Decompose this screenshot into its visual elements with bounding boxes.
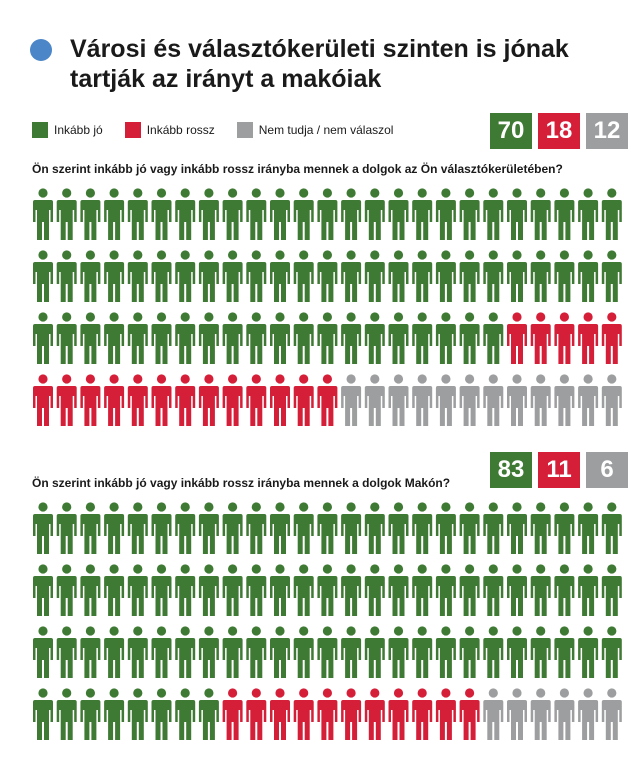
person-icon-good [175, 626, 195, 678]
person-icon-good [507, 188, 527, 240]
person-icon-good [460, 626, 480, 678]
person-icon-good [270, 626, 290, 678]
person-icon-good [33, 502, 53, 554]
person-icon-good [104, 188, 124, 240]
person-icon-bad [270, 374, 290, 426]
person-icon-bad [33, 374, 53, 426]
person-icon-good [531, 188, 551, 240]
person-icon-bad [223, 374, 243, 426]
person-icon-good [199, 688, 219, 740]
person-icon-good [483, 564, 503, 616]
person-icon-good [341, 188, 361, 240]
person-icon-good [483, 188, 503, 240]
person-icon-good [389, 188, 409, 240]
person-icon-good [365, 250, 385, 302]
person-icon-unknown [483, 688, 503, 740]
person-icon-good [341, 502, 361, 554]
chart1-score-unknown: 12 [586, 113, 628, 149]
person-icon-good [199, 250, 219, 302]
person-icon-good [317, 188, 337, 240]
person-icon-good [33, 312, 53, 364]
person-icon-good [483, 312, 503, 364]
person-icon-good [507, 626, 527, 678]
person-icon-good [436, 312, 456, 364]
person-icon-good [389, 502, 409, 554]
person-icon-good [483, 502, 503, 554]
person-icon-good [128, 250, 148, 302]
person-icon-good [152, 250, 172, 302]
person-icon-good [152, 626, 172, 678]
person-icon-good [460, 502, 480, 554]
person-icon-good [246, 502, 266, 554]
person-icon-good [128, 626, 148, 678]
person-icon-good [104, 688, 124, 740]
person-icon-good [365, 312, 385, 364]
person-icon-good [578, 626, 598, 678]
person-icon-bad [365, 688, 385, 740]
person-icon-good [57, 502, 77, 554]
person-icon-bad [294, 688, 314, 740]
person-icon-good [602, 188, 622, 240]
chart2-pictogram [32, 502, 628, 752]
title-bullet-icon [30, 39, 52, 61]
person-icon-good [80, 626, 100, 678]
person-icon-unknown [602, 374, 622, 426]
person-icon-good [436, 250, 456, 302]
person-icon-good [554, 502, 574, 554]
person-icon-good [152, 502, 172, 554]
person-icon-good [57, 564, 77, 616]
person-icon-good [412, 312, 432, 364]
person-icon-good [175, 250, 195, 302]
person-icon-good [412, 626, 432, 678]
person-icon-unknown [460, 374, 480, 426]
person-icon-good [57, 626, 77, 678]
chart-title: Városi és választókerületi szinten is jónak tartják az irányt a makóiak [70, 35, 569, 93]
chart2-score-good: 83 [490, 452, 532, 488]
person-icon-unknown [531, 374, 551, 426]
person-icon-unknown [554, 374, 574, 426]
person-icon-good [294, 502, 314, 554]
person-icon-good [554, 626, 574, 678]
person-icon-bad [80, 374, 100, 426]
person-icon-good [175, 502, 195, 554]
person-icon-good [152, 688, 172, 740]
chart1-score-good: 70 [490, 113, 532, 149]
legend-item-good [32, 122, 103, 138]
person-icon-good [223, 250, 243, 302]
person-icon-good [317, 502, 337, 554]
person-icon-good [80, 502, 100, 554]
person-icon-good [602, 626, 622, 678]
person-icon-good [412, 250, 432, 302]
person-icon-good [270, 502, 290, 554]
person-icon-good [365, 564, 385, 616]
person-icon-good [199, 626, 219, 678]
person-icon-good [531, 626, 551, 678]
person-icon-bad [531, 312, 551, 364]
person-icon-good [578, 250, 598, 302]
person-icon-good [175, 312, 195, 364]
person-icon-unknown [531, 688, 551, 740]
person-icon-good [531, 250, 551, 302]
person-icon-bad [175, 374, 195, 426]
person-icon-good [294, 188, 314, 240]
person-icon-unknown [341, 374, 361, 426]
person-icon-unknown [578, 688, 598, 740]
person-icon-good [175, 688, 195, 740]
person-icon-good [317, 312, 337, 364]
person-icon-good [33, 250, 53, 302]
person-icon-bad [389, 688, 409, 740]
person-icon-good [294, 250, 314, 302]
person-icon-good [294, 626, 314, 678]
person-icon-good [412, 564, 432, 616]
person-icon-good [223, 188, 243, 240]
person-icon-good [460, 188, 480, 240]
person-icon-good [554, 188, 574, 240]
legend-item-unknown [237, 122, 394, 138]
person-icon-good [507, 250, 527, 302]
person-icon-good [365, 502, 385, 554]
person-icon-good [578, 188, 598, 240]
person-icon-bad [152, 374, 172, 426]
person-icon-good [246, 188, 266, 240]
person-icon-bad [412, 688, 432, 740]
person-icon-good [341, 250, 361, 302]
person-icon-good [270, 250, 290, 302]
person-icon-good [199, 312, 219, 364]
person-icon-bad [223, 688, 243, 740]
chart2-question: Ön szerint inkább jó vagy inkább rossz irányba mennek a dolgok Makón? [32, 476, 451, 490]
person-icon-good [223, 312, 243, 364]
person-icon-good [80, 312, 100, 364]
person-icon-good [460, 250, 480, 302]
person-icon-bad [436, 688, 456, 740]
person-icon-good [294, 564, 314, 616]
person-icon-bad [507, 312, 527, 364]
chart2-score-bad: 11 [538, 452, 580, 488]
person-icon-good [317, 564, 337, 616]
person-icon-good [602, 502, 622, 554]
chart2-score-unknown: 6 [586, 452, 628, 488]
person-icon-good [104, 250, 124, 302]
person-icon-good [436, 626, 456, 678]
chart1-pictogram [32, 188, 628, 438]
person-icon-good [128, 502, 148, 554]
person-icon-bad [270, 688, 290, 740]
person-icon-good [294, 312, 314, 364]
legend-swatch-bad [125, 122, 141, 138]
person-icon-good [128, 312, 148, 364]
person-icon-good [104, 502, 124, 554]
person-icon-unknown [602, 688, 622, 740]
person-icon-good [80, 250, 100, 302]
person-icon-good [602, 564, 622, 616]
person-icon-unknown [412, 374, 432, 426]
person-icon-good [578, 502, 598, 554]
person-icon-good [175, 564, 195, 616]
person-icon-good [57, 188, 77, 240]
person-icon-good [246, 312, 266, 364]
person-icon-good [412, 188, 432, 240]
person-icon-good [602, 250, 622, 302]
person-icon-good [128, 188, 148, 240]
person-icon-good [57, 312, 77, 364]
person-icon-good [270, 188, 290, 240]
chart1-score-bad: 18 [538, 113, 580, 149]
person-icon-bad [602, 312, 622, 364]
person-icon-unknown [365, 374, 385, 426]
person-icon-good [317, 626, 337, 678]
legend-label-bad: Inkább rossz [146, 123, 215, 137]
person-icon-good [246, 626, 266, 678]
person-icon-unknown [507, 374, 527, 426]
person-icon-good [389, 564, 409, 616]
person-icon-good [152, 188, 172, 240]
person-icon-good [199, 502, 219, 554]
person-icon-good [389, 626, 409, 678]
person-icon-good [152, 564, 172, 616]
person-icon-good [436, 564, 456, 616]
person-icon-bad [294, 374, 314, 426]
person-icon-unknown [578, 374, 598, 426]
person-icon-unknown [507, 688, 527, 740]
person-icon-bad [554, 312, 574, 364]
person-icon-good [152, 312, 172, 364]
person-icon-good [223, 626, 243, 678]
person-icon-good [389, 312, 409, 364]
person-icon-good [341, 312, 361, 364]
person-icon-good [223, 564, 243, 616]
person-icon-good [531, 502, 551, 554]
person-icon-good [460, 312, 480, 364]
person-icon-unknown [483, 374, 503, 426]
person-icon-good [412, 502, 432, 554]
person-icon-good [531, 564, 551, 616]
person-icon-bad [128, 374, 148, 426]
person-icon-bad [199, 374, 219, 426]
person-icon-good [483, 250, 503, 302]
person-icon-good [33, 188, 53, 240]
person-icon-unknown [389, 374, 409, 426]
person-icon-bad [317, 374, 337, 426]
person-icon-good [365, 188, 385, 240]
person-icon-good [365, 626, 385, 678]
person-icon-good [33, 626, 53, 678]
person-icon-good [246, 564, 266, 616]
legend-swatch-good [32, 122, 48, 138]
person-icon-good [128, 688, 148, 740]
person-icon-bad [317, 688, 337, 740]
person-icon-good [33, 564, 53, 616]
person-icon-good [436, 188, 456, 240]
person-icon-good [436, 502, 456, 554]
person-icon-good [554, 564, 574, 616]
person-icon-good [104, 312, 124, 364]
person-icon-good [175, 188, 195, 240]
person-icon-bad [57, 374, 77, 426]
person-icon-good [104, 564, 124, 616]
person-icon-bad [578, 312, 598, 364]
person-icon-good [57, 250, 77, 302]
person-icon-good [389, 250, 409, 302]
person-icon-bad [341, 688, 361, 740]
person-icon-good [554, 250, 574, 302]
person-icon-bad [246, 374, 266, 426]
person-icon-good [199, 564, 219, 616]
person-icon-bad [246, 688, 266, 740]
legend-label-good: Inkább jó [54, 123, 103, 137]
person-icon-good [33, 688, 53, 740]
person-icon-bad [460, 688, 480, 740]
person-icon-good [460, 564, 480, 616]
person-icon-good [246, 250, 266, 302]
person-icon-good [270, 312, 290, 364]
legend-swatch-unknown [237, 122, 253, 138]
person-icon-good [341, 626, 361, 678]
person-icon-good [270, 564, 290, 616]
person-icon-bad [104, 374, 124, 426]
person-icon-unknown [436, 374, 456, 426]
person-icon-good [317, 250, 337, 302]
person-icon-good [341, 564, 361, 616]
person-icon-good [578, 564, 598, 616]
person-icon-good [507, 564, 527, 616]
person-icon-good [507, 502, 527, 554]
person-icon-good [483, 626, 503, 678]
person-icon-good [104, 626, 124, 678]
person-icon-unknown [554, 688, 574, 740]
person-icon-good [80, 564, 100, 616]
legend-label-unknown: Nem tudja / nem válaszol [258, 123, 394, 137]
person-icon-good [223, 502, 243, 554]
legend [32, 122, 415, 138]
person-icon-good [80, 688, 100, 740]
legend-item-bad [125, 122, 215, 138]
person-icon-good [57, 688, 77, 740]
person-icon-good [199, 188, 219, 240]
person-icon-good [128, 564, 148, 616]
chart1-question: Ön szerint inkább jó vagy inkább rossz irányba mennek a dolgok az Ön választókerületében? [32, 162, 563, 176]
person-icon-good [80, 188, 100, 240]
